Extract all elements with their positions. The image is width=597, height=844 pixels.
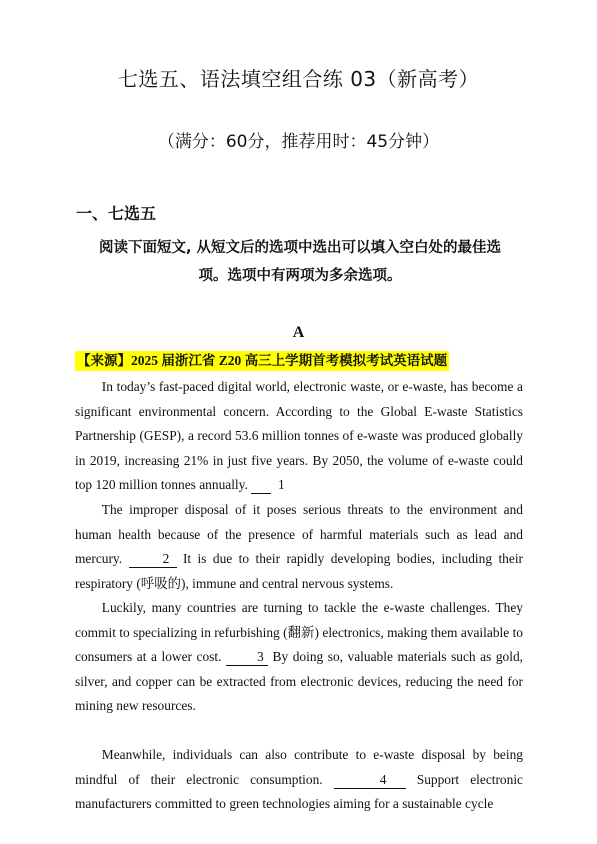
page-title: 七选五、语法填空组合练 03（新高考） <box>117 67 480 91</box>
blank-2: 2 <box>129 551 177 568</box>
paragraph-text: It is due to their rapidly developing bodies, including their respiratory (呼吸的), immune and central nervous systems. <box>75 551 524 591</box>
paragraph-1 <box>75 375 523 498</box>
blank-4: 4 <box>334 772 406 789</box>
blank-3: 3 <box>226 649 268 666</box>
source-highlight: 【来源】2025 届浙江省 Z20 高三上学期首考模拟考试英语试题 <box>75 351 449 371</box>
paragraph-text: Luckily, many countries are turning to tackle the e-waste challenges. They commit to specializing in refurbishing (翻新) electronics, making them available to consumers at a lower cost. <box>75 600 523 665</box>
page-subtitle: （满分：60分，推荐用时：45分钟） <box>157 132 440 152</box>
passage-letter: A <box>292 324 305 341</box>
paragraph-text: The improper disposal of it poses serious threats to the environment and human health because of the presence of harmful materials such as lead and mercury. <box>75 502 523 567</box>
paragraph-text: In today’s fast-paced digital world, electronic waste, or e-waste, has become a significant environmental concern. According to the Global E-waste Statistics Partnership (GESP), a record 53.6 million tonnes of e-waste was produced globally in 2019, increasing 21% in just five years. By 2050, the volume of e-waste could top 120 million tonnes annually. <box>75 379 523 493</box>
blank-1: 1 <box>251 477 271 494</box>
section-heading: 一、七选五 <box>76 204 157 223</box>
paragraph-4 <box>75 743 523 817</box>
instruction-line-1: 阅读下面短文, 从短文后的选项中选出可以填入空白处的最佳选 <box>98 240 502 256</box>
paragraph-3 <box>75 596 523 719</box>
instruction-line-2: 项。选项中有两项为多余选项。 <box>198 268 402 284</box>
paragraph-text: Support electronic manufacturers committed to green technologies aiming for a sustainable cycle <box>75 771 523 812</box>
paragraph-text: By doing so, valuable materials such as gold, silver, and copper can be extracted from electronic devices, reducing the need for mining new resources. <box>75 649 523 714</box>
paragraph-text: Meanwhile, individuals can also contribute to e-waste disposal by being mindful of their electronic consumption. <box>75 747 523 787</box>
paragraph-2 <box>75 498 523 596</box>
